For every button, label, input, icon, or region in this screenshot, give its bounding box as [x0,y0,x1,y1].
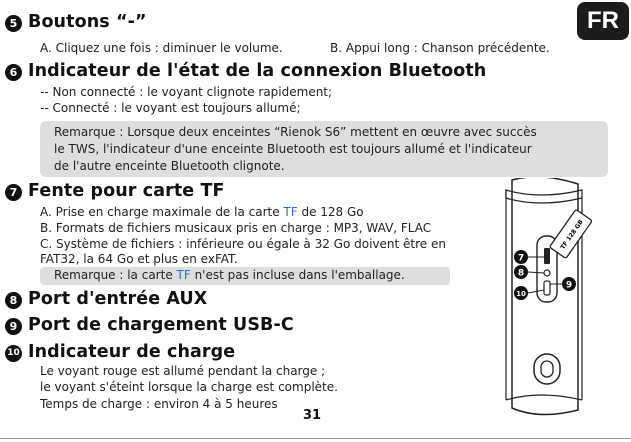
speaker-top-cap [506,190,582,203]
svg-text:9: 9 [565,280,573,291]
charge-line-2: le voyant s'éteint lorsque la charge est complète. [40,380,338,394]
aux-port [544,270,550,276]
tws-note-line-2: le TWS, l'indicateur d'une enceinte Bluetooth est toujours allumé et l'indicateur [54,142,532,156]
section-number-6: 6 [5,64,22,81]
tf-slot [544,248,550,264]
buttons-minus-line-a: A. Cliquez une fois : diminuer le volume. [40,41,283,55]
section-title-usbc-port: Port de chargement USB-C [28,315,294,335]
tf-card-label: TF 128 GB [559,218,585,251]
section-number-10: 10 [5,345,22,362]
section-number-9: 9 [5,318,22,335]
svg-text:8: 8 [517,268,525,279]
section-title-bluetooth-indicator: Indicateur de l'état de la connexion Bluetooth [28,61,487,81]
tf-slot-line-c-cont: FAT32, la 64 Go et plus en exFAT. [40,252,238,266]
section-title-tf-slot: Fente pour carte TF [28,181,225,201]
speaker-bottom-cap [506,395,582,400]
section-number-5: 5 [5,15,22,32]
section-number-7: 7 [5,184,22,201]
section-number-8: 8 [5,292,22,309]
section-title-charge-indicator: Indicateur de charge [28,342,236,362]
tf-slot-line-b: B. Formats de fichiers musicaux pris en charge : MP3, WAV, FLAC [40,221,432,235]
svg-text:10: 10 [516,290,526,298]
charge-line-1: Le voyant rouge est allumé pendant la charge ; [40,364,326,378]
page-number: 31 [303,408,322,423]
bluetooth-not-connected: -- Non connecté : le voyant clignote rapidement; [40,85,333,99]
charge-line-3: Temps de charge : environ 4 à 5 heures [40,397,278,411]
section-title-buttons-minus: Boutons “-” [28,12,147,32]
svg-text:7: 7 [517,253,525,264]
tf-slot-line-c: C. Système de fichiers : inférieure ou égale à 32 Go doivent être en [40,237,446,251]
tf-note-text: Remarque : la carte TF n'est pas incluse dans l'emballage. [54,268,405,282]
section-title-aux-port: Port d'entrée AUX [28,289,208,309]
tf-slot-line-a: A. Prise en charge maximale de la carte TF de 128 Go [40,205,364,219]
speaker-diagram [490,178,620,416]
tws-note-line-1: Remarque : Lorsque deux enceintes “Rienok S6” mettent en œuvre avec succès [54,125,537,139]
bottom-rule [0,438,631,439]
tws-note-line-3: de l'autre enceinte Bluetooth clignote. [54,159,285,173]
bluetooth-connected: -- Connecté : le voyant est toujours allumé; [40,101,301,115]
usbc-port [544,281,550,295]
buttons-minus-line-b: B. Appui long : Chanson précédente. [330,41,550,55]
language-badge: FR [577,2,629,40]
strap-loop [534,354,560,384]
